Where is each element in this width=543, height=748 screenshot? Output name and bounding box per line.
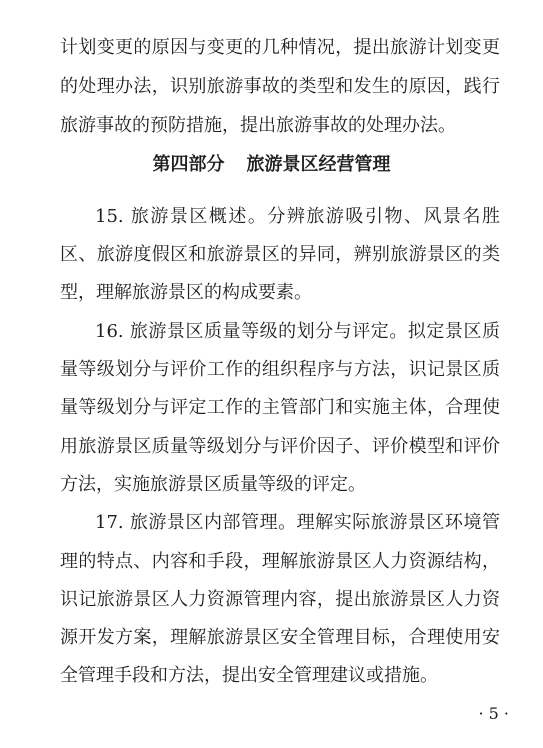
page-number: · 5 · — [478, 704, 509, 723]
paragraph-17-line-1: 17. 旅游景区内部管理。理解实际旅游景区环境管 — [95, 512, 500, 533]
intro-line-1: 计划变更的原因与变更的几种情况，提出旅游计划变更 — [60, 37, 500, 58]
paragraph-15-line-2: 区、旅游度假区和旅游景区的异同，辨别旅游景区的类 — [60, 244, 500, 265]
intro-line-2: 的处理办法，识别旅游事故的类型和发生的原因，践行 — [60, 76, 500, 97]
section-part: 第四部分 — [152, 154, 225, 175]
section-title: 旅游景区经营管理 — [246, 154, 391, 175]
paragraph-17-line-2: 理的特点、内容和手段，理解旅游景区人力资源结构， — [60, 551, 500, 572]
paragraph-16-line-3: 量等级划分与评定工作的主管部门和实施主体，合理使 — [60, 397, 500, 418]
intro-line-3: 旅游事故的预防措施，提出旅游事故的处理办法。 — [60, 115, 456, 136]
paragraph-17-line-4: 源开发方案，理解旅游景区安全管理目标，合理使用安 — [60, 627, 500, 648]
paragraph-16-line-4: 用旅游景区质量等级划分与评价因子、评价模型和评价 — [60, 436, 500, 457]
paragraph-17-line-5: 全管理手段和方法，提出安全管理建议或措施。 — [60, 665, 438, 686]
section-heading — [0, 148, 543, 182]
paragraph-16-line-5: 方法，实施旅游景区质量等级的评定。 — [60, 474, 366, 495]
paragraph-15-line-3: 型，理解旅游景区的构成要素。 — [60, 282, 312, 303]
paragraph-17-line-3: 识记旅游景区人力资源管理内容，提出旅游景区人力资 — [60, 589, 500, 610]
paragraph-16-line-1: 16. 旅游景区质量等级的划分与评定。拟定景区质 — [95, 321, 500, 342]
paragraph-16-line-2: 量等级划分与评价工作的组织程序与方法，识记景区质 — [60, 359, 500, 380]
paragraph-15-line-1: 15. 旅游景区概述。分辨旅游吸引物、风景名胜 — [95, 206, 500, 227]
